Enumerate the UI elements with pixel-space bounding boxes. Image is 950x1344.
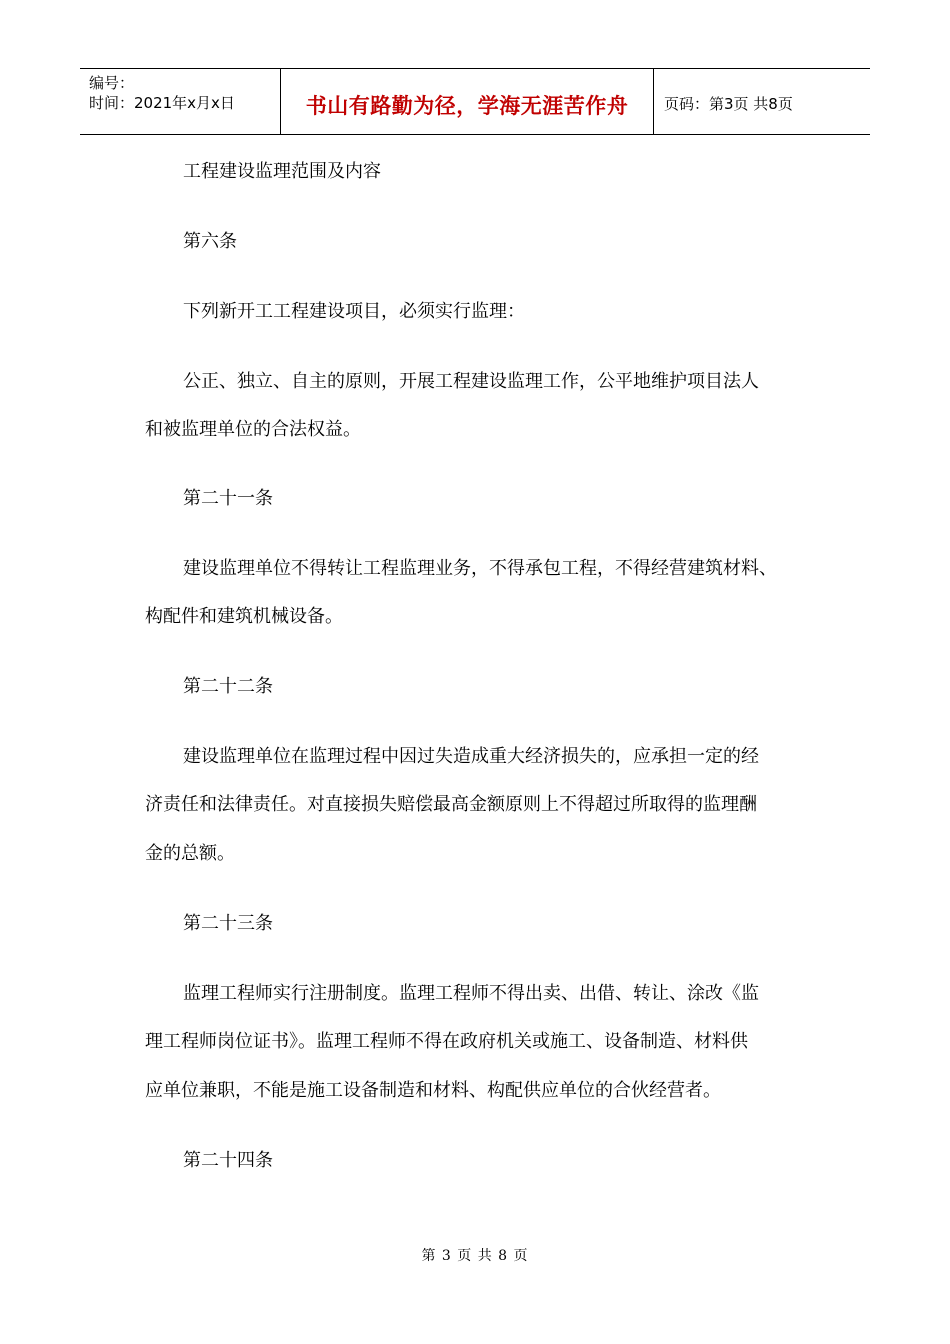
article-heading: 第二十四条	[183, 1150, 273, 1171]
paragraph-line: 下列新开工工程建设项目，必须实行监理：	[183, 301, 525, 322]
paragraph-line: 建设监理单位不得转让工程监理业务，不得承包工程，不得经营建筑材料、	[183, 558, 777, 579]
doc-date-label: 时间：2021年x月x日	[89, 94, 235, 112]
article-heading: 第二十二条	[183, 676, 273, 697]
paragraph-line: 金的总额。	[145, 843, 235, 864]
header-page-info-cell	[654, 69, 870, 134]
paragraph-line: 监理工程师实行注册制度。监理工程师不得出卖、出借、转让、涂改《监	[183, 983, 759, 1004]
article-heading: 第六条	[183, 231, 237, 252]
header-page-info: 页码：第3页 共8页	[664, 94, 793, 113]
paragraph-line: 和被监理单位的合法权益。	[145, 419, 361, 440]
paragraph-line: 建设监理单位在监理过程中因过失造成重大经济损失的，应承担一定的经	[183, 746, 759, 767]
header-motto: 书山有路勤为径，学海无涯苦作舟	[305, 93, 629, 118]
paragraph-line: 济责任和法律责任。对直接损失赔偿最高金额原则上不得超过所取得的监理酬	[145, 794, 757, 815]
paragraph-line: 应单位兼职，不能是施工设备制造和材料、构配供应单位的合伙经营者。	[145, 1080, 721, 1101]
header-motto-cell	[281, 69, 654, 134]
paragraph-line: 理工程师岗位证书》。监理工程师不得在政府机关或施工、设备制造、材料供	[145, 1031, 748, 1052]
page-footer: 第 3 页 共 8 页	[421, 1248, 529, 1264]
paragraph-line: 公正、独立、自主的原则，开展工程建设监理工作，公平地维护项目法人	[183, 371, 759, 392]
doc-number-label: 编号：	[89, 74, 135, 92]
article-heading: 第二十三条	[183, 913, 273, 934]
paragraph-line: 构配件和建筑机械设备。	[145, 606, 343, 627]
section-heading: 工程建设监理范围及内容	[183, 161, 381, 182]
page-header	[80, 68, 870, 135]
article-heading: 第二十一条	[183, 488, 273, 509]
header-meta	[80, 69, 281, 134]
